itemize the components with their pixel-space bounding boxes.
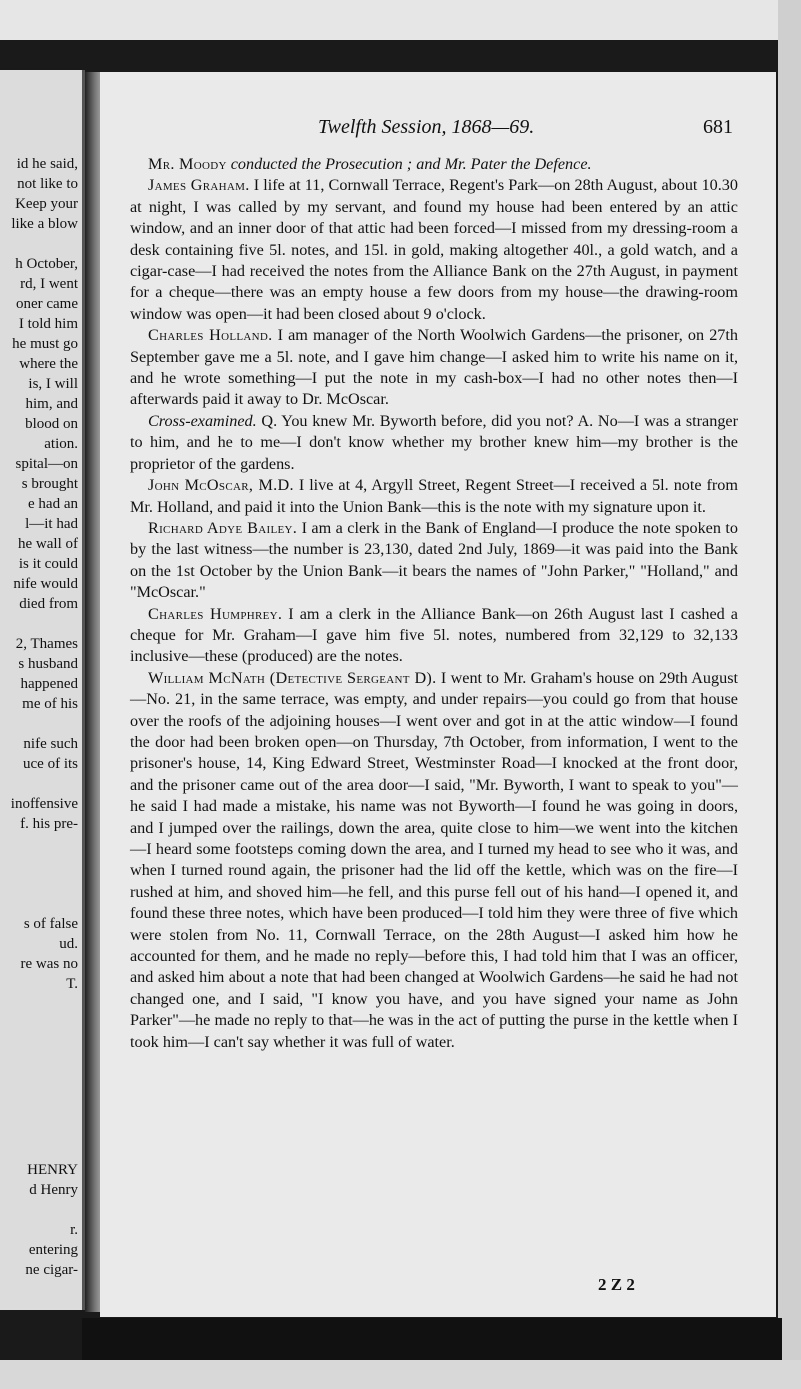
left-page-line: where the: [19, 356, 78, 372]
left-page-line: nife such: [23, 736, 78, 752]
page-header: [100, 116, 776, 142]
left-page-line: s of false: [23, 916, 78, 932]
left-page-line: [0, 774, 82, 794]
left-page-line: e had an: [28, 496, 78, 512]
left-page-line: f. his pre-: [20, 816, 78, 832]
left-page-line: like a blow: [11, 216, 78, 232]
paragraph-richard-adye-bailey: [130, 518, 738, 604]
testimony-text: conducted the Prosecution ; and Mr. Pater the Defence.: [226, 155, 592, 173]
page-number: 681: [703, 116, 733, 138]
paragraph-prosecution-note: [130, 154, 738, 175]
left-page-line: uce of its: [23, 756, 78, 772]
left-page-line: [0, 854, 82, 874]
signature-mark: 2 Z 2: [598, 1275, 635, 1294]
paragraph-charles-humphrey: [130, 604, 738, 668]
testimony-text: I went to Mr. Graham's house on 29th August—No. 21, in the same terrace, was empty, and under repairs—you could go from that house over the roofs of the adjoining houses—I went over and got in at the attic window—I found the door had been broken open—on Thursday, 7th October, from information, I went to the prisoner's house, 14, King Edward Street, Westminster Road—I knocked at the front door, and the prisoner came out of the area door—I said, "Mr. Byworth, I want to speak to you"—he said I had made a mistake, his name was not Byworth—I found he was going in doors, and I jumped over the railings, down the area, quite close to him—we went into the kitchen—I heard some footsteps coming down the area, and I turned my head to see who it was, and when I turned round again, the prisoner had the lid off the kettle, which was on the fire—I rushed at him, and shoved him—he fell, and this purse fell out of his hand—I opened it, and found these three notes, which have been produced—I told him they were three of five which were stolen from No. 11, Cornwall Terrace, on the 28th August—I asked him how he accounted for them, and he made no reply—before this, I had told him that I was an officer, and asked him about a note that had been changed at Woolwich Gardens—he said he had not changed one, and I said, "I know you have, and you have signed your name as John Parker"—he made no reply to that—he was in the act of putting the purse in the kettle when I took him—I can't say whether it was full of water.: [130, 668, 738, 1051]
left-page-line: him, and: [25, 396, 78, 412]
left-page-line: [0, 234, 82, 254]
left-page-line: oner came: [15, 296, 78, 312]
scan-top-margin: [0, 0, 801, 40]
left-page-line: [0, 614, 82, 634]
left-page-line: ation.: [44, 436, 78, 452]
left-page-line: I told him: [18, 316, 78, 332]
testimony-text: Q. You knew Mr. Byworth before, did you not? A. No—I was a stranger to him, and he to me—I don't know whether my brother knew him—my brother is the proprietor of the gardens.: [130, 411, 738, 473]
left-page-line: l—it had: [25, 516, 78, 532]
left-page-line: nife would: [13, 576, 78, 592]
testimony-text: I am a clerk in the Alliance Bank—on 26th August last I cashed a cheque for Mr. Graham—I gave him five 5l. notes, numbered from 32,129 to 32,133 inclusive—these (produced) are the notes.: [130, 604, 738, 666]
left-page-line: HENRY: [27, 1162, 78, 1178]
left-page-line: is it could: [18, 556, 78, 572]
speaker-name: Charles Humphrey.: [148, 604, 283, 623]
paragraph-cross-examined: [130, 411, 738, 475]
speaker-name: William McNath (Detective Sergeant D).: [148, 668, 437, 687]
left-facing-page: [0, 70, 85, 1310]
left-page-line: s husband: [18, 656, 78, 672]
left-page-line: inoffensive: [10, 796, 78, 812]
left-page-line: he wall of: [18, 536, 78, 552]
left-page-line: r.: [70, 1222, 78, 1238]
page-body-text: [130, 154, 738, 1053]
left-page-line: Keep your: [15, 196, 78, 212]
left-page-line: id he said,: [16, 156, 78, 172]
left-page-line: died from: [19, 596, 78, 612]
left-page-line: entering: [28, 1242, 78, 1258]
scan-right-edge: [778, 0, 801, 1389]
right-page: [100, 72, 776, 1317]
running-title: Twelfth Session, 1868—69.: [318, 116, 535, 138]
left-page-text-top: [0, 154, 82, 994]
left-page-line: [0, 834, 82, 854]
left-page-line: s brought: [21, 476, 78, 492]
testimony-text: I am manager of the North Woolwich Gardens—the prisoner, on 27th September gave me a 5l. note, and I gave him change—I asked him to write his name on it, and he wrote something—I put the note in my cash-box—I had no other notes then—I afterwards paid it away to Dr. McOscar.: [130, 326, 738, 409]
left-page-line: re was no: [20, 956, 78, 972]
left-page-text-bottom: [0, 1160, 82, 1280]
left-page-line: blood on: [25, 416, 78, 432]
left-page-line: [0, 894, 82, 914]
left-page-line: [0, 1200, 82, 1220]
left-page-line: me of his: [22, 696, 78, 712]
left-page-line: is, I will: [28, 376, 78, 392]
left-page-line: he must go: [12, 336, 78, 352]
paragraph-john-mcoscar: [130, 475, 738, 518]
speaker-name: Richard Adye Bailey.: [148, 518, 298, 537]
left-page-line: spital—on: [15, 456, 78, 472]
speaker-name: Cross-examined.: [148, 411, 257, 430]
left-page-line: 2, Thames: [15, 636, 78, 652]
speaker-name: Mr. Moody: [148, 155, 227, 173]
testimony-text: I life at 11, Cornwall Terrace, Regent's Park—on 28th August, about 10.30 at night, I was called by my servant, and found my house had been entered by an attic window, and an inner door of that attic had been forced—I missed from my dressing-room a desk containing five 5l. notes, and 15l. in gold, making altogether 40l., a gold watch, and a cigar-case—I had received the notes from the Alliance Bank on the 27th August, in payment for a cheque—there was an empty house a few doors from my house—the drawing-room window was open—it had been closed about 9 o'clock.: [130, 176, 738, 323]
left-page-line: rd, I went: [20, 276, 78, 292]
left-page-line: d Henry: [29, 1182, 78, 1198]
testimony-text: I live at 4, Argyll Street, Regent Street—I received a 5l. note from Mr. Holland, and paid it into the Union Bank—this is the note with my signature upon it.: [130, 476, 738, 516]
left-page-line: h October,: [15, 256, 78, 272]
testimony-text: I am a clerk in the Bank of England—I produce the note spoken to by the last witness—the number is 23,130, dated 2nd July, 1869—it was paid into the Bank on the 1st October by the Union Bank—it bears the names of "John Parker," "Holland," and "McOscar.": [130, 518, 739, 602]
scan-bottom-shadow: [82, 1318, 782, 1360]
speaker-name: Charles Holland.: [148, 326, 273, 345]
left-page-line: ud.: [59, 936, 78, 952]
left-page-line: [0, 874, 82, 894]
left-page-line: ne cigar-: [25, 1262, 78, 1278]
left-page-line: not like to: [17, 176, 78, 192]
left-page-line: happened: [20, 676, 78, 692]
left-page-line: [0, 714, 82, 734]
left-page-line: T.: [66, 976, 78, 992]
paragraph-james-graham: [130, 175, 738, 325]
speaker-name: John McOscar, M.D.: [148, 476, 294, 495]
paragraph-william-mcnath: [130, 668, 738, 1053]
paragraph-charles-holland: [130, 325, 738, 411]
speaker-name: James Graham.: [148, 176, 250, 195]
scan-bottom-margin: [0, 1360, 801, 1389]
